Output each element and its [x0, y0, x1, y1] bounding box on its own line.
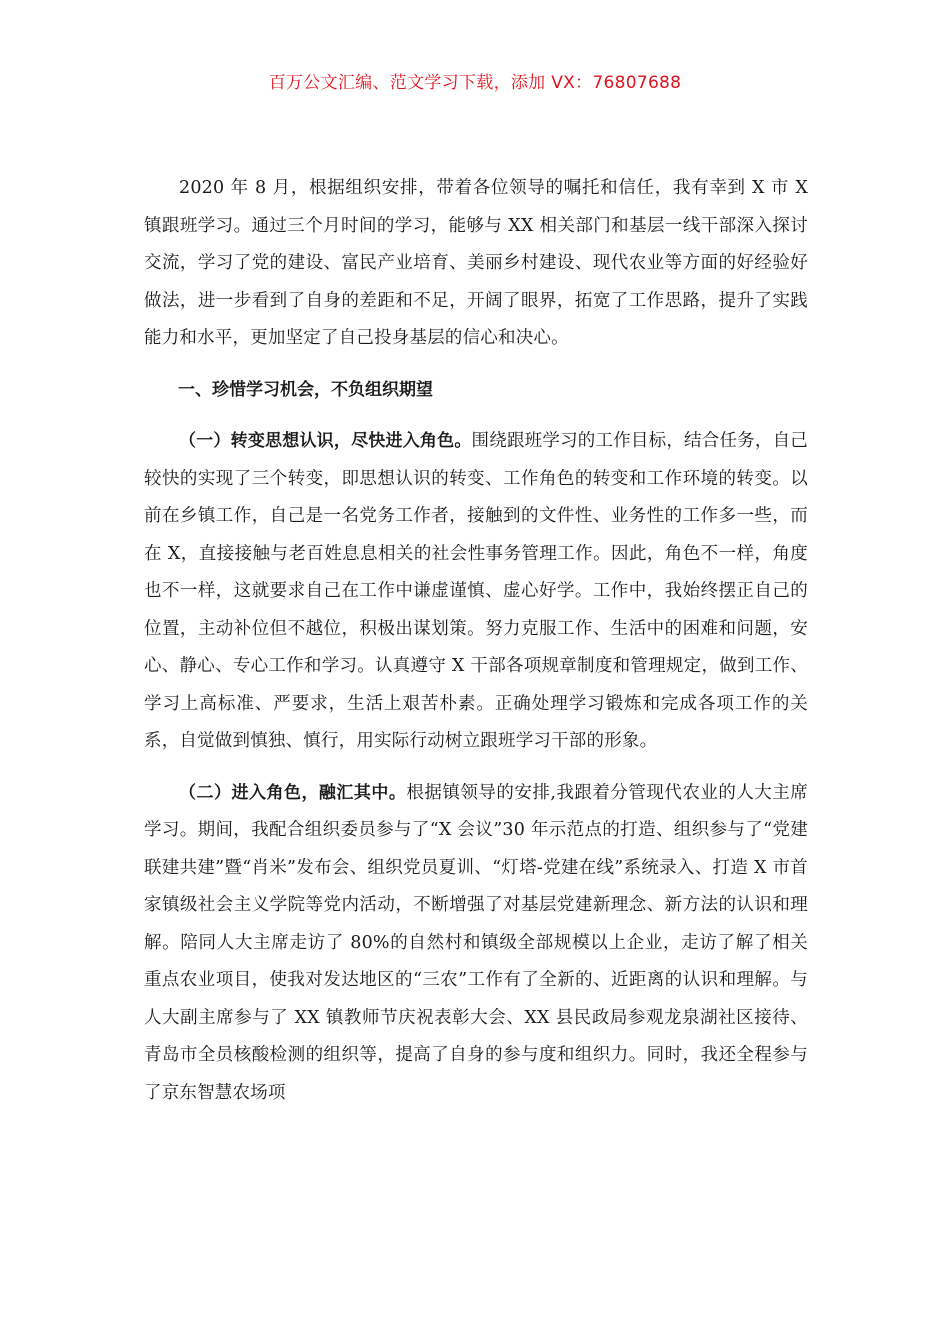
document-body — [144, 170, 808, 1112]
spacer — [144, 358, 808, 372]
subsection-paragraph-2 — [144, 775, 808, 1113]
spacer — [144, 409, 808, 423]
watermark-header: 百万公文汇编、范文学习下载，添加 VX：76807688 — [268, 73, 682, 93]
section-heading: 一、珍惜学习机会，不负组织期望 — [178, 379, 433, 400]
intro-paragraph: 2020 年 8 月，根据组织安排，带着各位领导的嘱托和信任，我有幸到 X 市 X 镇跟班学习。通过三个月时间的学习，能够与 XX 相关部门和基层一线干部深入探讨交流，学习了党的建设、富民产业培育、美丽乡村建设、现代农业等方面的好经验好做法，进一步看到了自身的差距和不足，开阔了眼界，拓宽了工作思路，提升了实践能力和水平，更加坚定了自己投身基层的信心和决心。 — [144, 178, 808, 348]
subsection-paragraph-1 — [144, 423, 808, 761]
subsection-lead-1: （一）转变思想认识，尽快进入角色。 — [179, 431, 472, 451]
subsection-text-2: 根据镇领导的安排,我跟着分管现代农业的人大主席学习。期间，我配合组织委员参与了“X 会议”30 年示范点的打造、组织参与了“党建联建共建”暨“肖米”发布会、组织党员夏训、“灯塔-党建在线”系统录入、打造 X 市首家镇级社会主义学院等党内活动，不断增强了对基层党建新理念、新方法的认识和理解。陪同人大主席走访了 80%的自然村和镇级全部规模以上企业，走访了解了相关重点农业项目，使我对发达地区的“三农”工作有了全新的、近距离的认识和理解。与人大副主席参与了 XX 镇教师节庆祝表彰大会、XX 县民政局参观龙泉湖社区接待、青岛市全员核酸检测的组织等，提高了自身的参与度和组织力。同时，我还全程参与了京东智慧农场项 — [144, 782, 808, 1103]
subsection-text-1: 围绕跟班学习的工作目标，结合任务，自己较快的实现了三个转变，即思想认识的转变、工作角色的转变和工作环境的转变。以前在乡镇工作，自己是一名党务工作者，接触到的文件性、业务性的工作多一些，而在 X，直接接触与老百姓息息相关的社会性事务管理工作。因此，角色不一样，角度也不一样，这就要求自己在工作中谦虚谨慎、虚心好学。工作中，我始终摆正自己的位置，主动补位但不越位，积极出谋划策。努力克服工作、生活中的困难和问题，安心、静心、专心工作和学习。认真遵守 X 干部各项规章制度和管理规定，做到工作、学习上高标准、严要求，生活上艰苦朴素。正确处理学习锻炼和完成各项工作的关系，自觉做到慎独、慎行，用实际行动树立跟班学习干部的形象。 — [144, 431, 808, 751]
spacer — [144, 761, 808, 775]
subsection-lead-2: （二）进入角色，融汇其中。 — [179, 782, 407, 803]
